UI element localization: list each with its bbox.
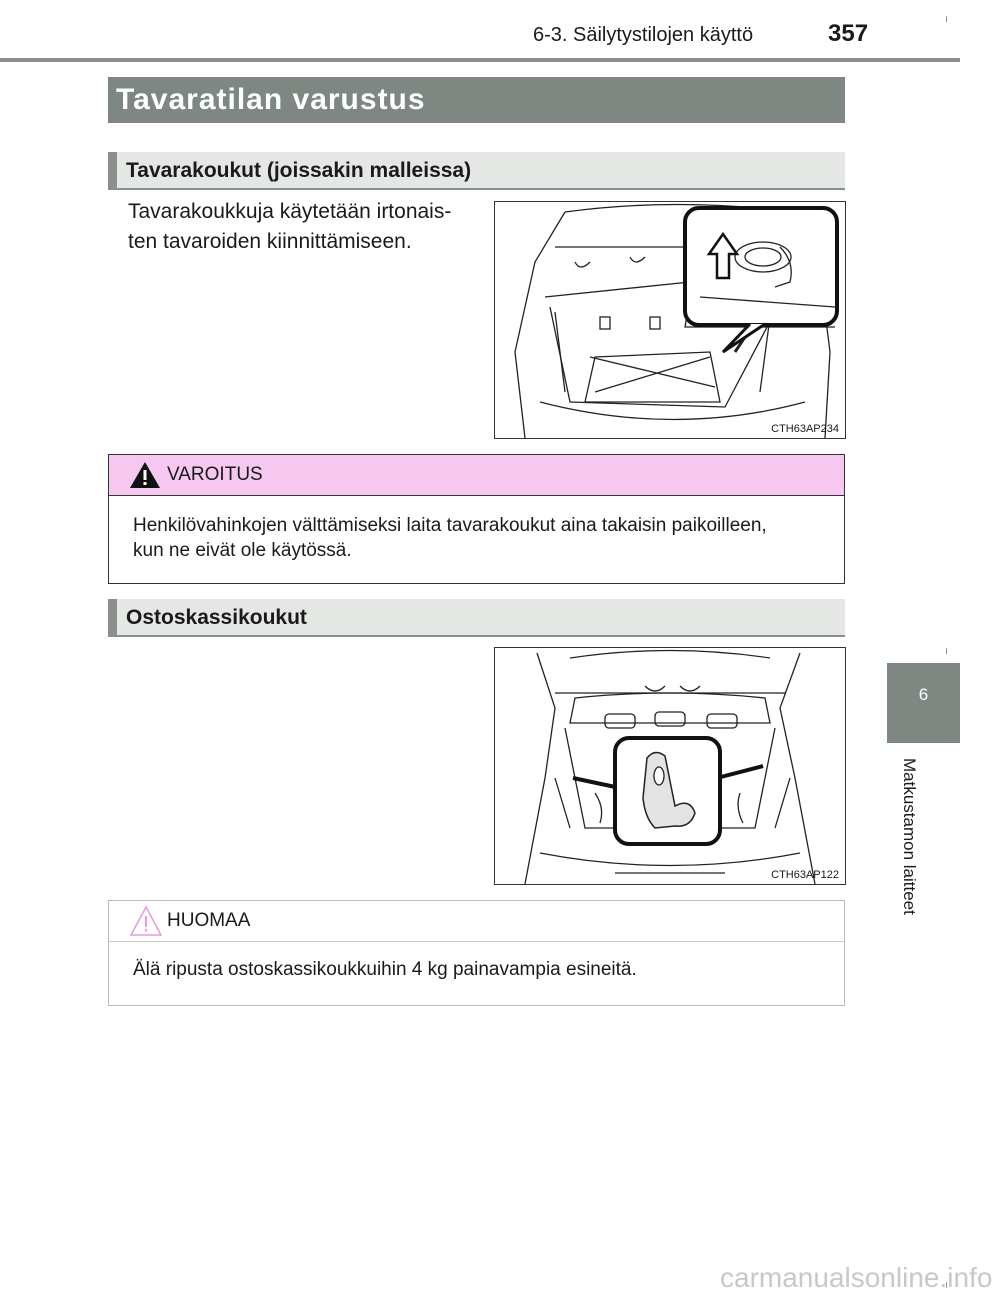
section-heading-text: Tavarakoukut (joissakin malleissa) xyxy=(126,159,472,182)
figure-code: CTH63AP234 xyxy=(771,423,839,435)
page-title-bar xyxy=(108,77,845,123)
warning-header xyxy=(109,455,844,496)
watermark: carmanualsonline.info xyxy=(720,1262,992,1293)
figure-code: CTH63AP122 xyxy=(771,869,839,881)
note-text: Älä ripusta ostoskassikoukkuihin 4 kg painavampia esineitä. xyxy=(133,959,637,980)
heading-accent-bar xyxy=(108,152,117,188)
page-title: Tavaratilan varustus xyxy=(116,83,426,116)
warning-triangle-icon xyxy=(129,461,161,489)
description-line: ten tavaroiden kiinnittämiseen. xyxy=(128,230,412,253)
cargo-hooks-description xyxy=(128,197,478,257)
heading-accent-bar xyxy=(108,599,117,635)
page-number: 357 xyxy=(828,20,869,47)
note-box xyxy=(108,900,845,1006)
crop-mark xyxy=(946,648,947,654)
crop-mark xyxy=(946,16,947,22)
running-header-section: 6-3. Säilytystilojen käyttö xyxy=(533,24,754,46)
warning-box xyxy=(108,454,845,584)
chapter-label xyxy=(893,758,923,948)
section-heading-shopping-hooks xyxy=(108,599,845,637)
header-rule xyxy=(0,58,960,62)
warning-text xyxy=(133,513,833,563)
note-title: HUOMAA xyxy=(167,910,251,931)
chapter-number: 6 xyxy=(918,685,929,704)
note-header xyxy=(109,901,844,942)
shopping-hook-drawing xyxy=(495,648,845,884)
warning-line: Henkilövahinkojen välttämiseksi laita tavarakoukut aina takaisin paikoilleen, xyxy=(133,515,767,536)
warning-line: kun ne eivät ole käytössä. xyxy=(133,540,352,561)
caution-outline-icon xyxy=(129,905,163,937)
cargo-hook-drawing xyxy=(495,202,845,438)
shopping-hook-illustration xyxy=(494,647,846,885)
chapter-label-text: Matkustamon laitteet xyxy=(900,758,919,915)
warning-title: VAROITUS xyxy=(167,464,263,485)
description-line: Tavarakoukkuja käytetään irtonais- xyxy=(128,200,452,223)
section-heading-text: Ostoskassikoukut xyxy=(126,606,307,629)
cargo-hook-illustration xyxy=(494,201,846,439)
chapter-tab xyxy=(887,663,960,743)
section-heading-cargo-hooks xyxy=(108,152,845,190)
